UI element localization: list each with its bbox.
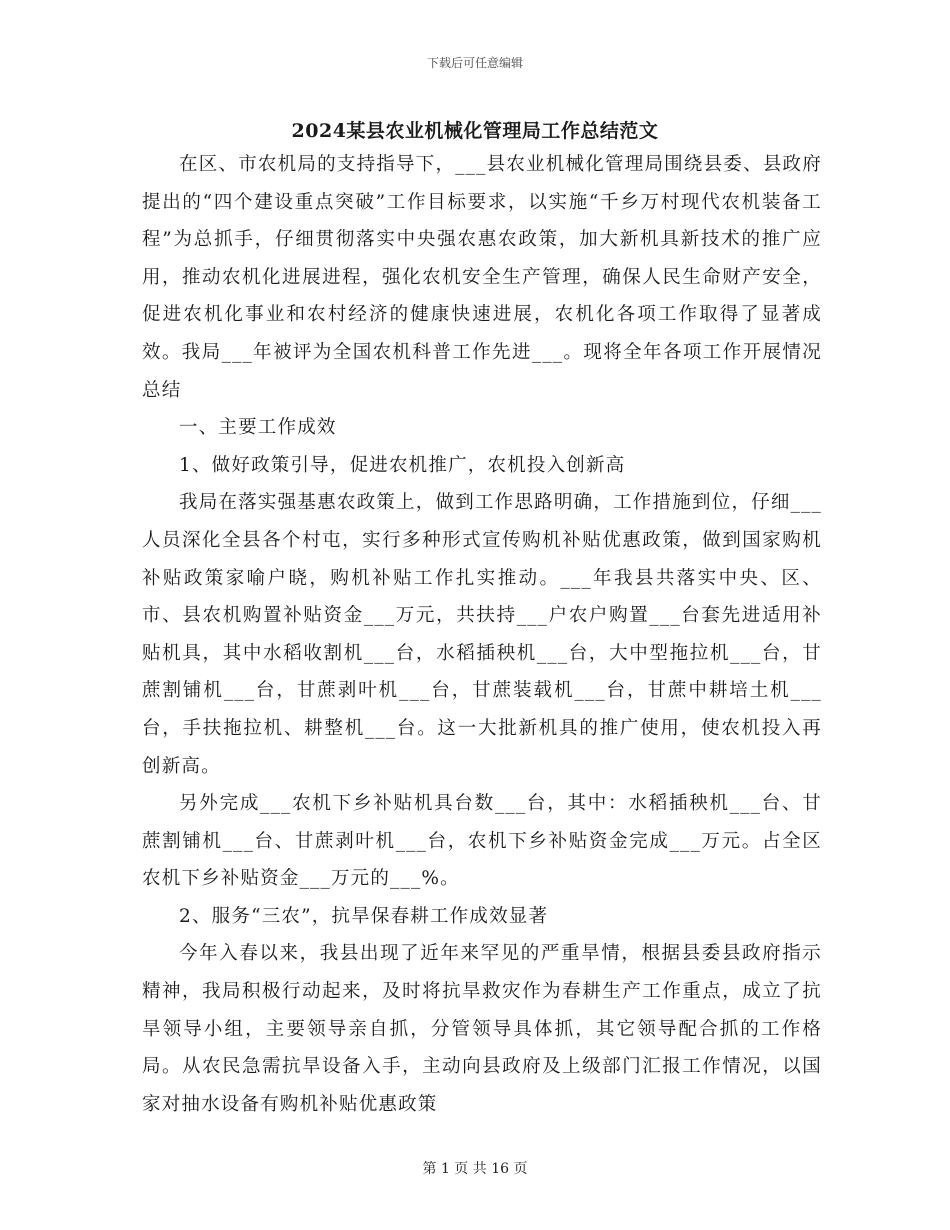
header-note: 下载后可任意编辑 [426, 56, 523, 70]
page-number: 第 1 页 共 16 页 [422, 1161, 528, 1177]
paragraph: 另外完成___农机下乡补贴机具台数___台，其中：水稻插秧机___台、甘蔗割铺机___台、甘蔗剥叶机___台，农机下乡补贴资金完成___万元。占全区农机下乡补贴资金___万元的___%。 [142, 793, 822, 890]
document-title: 2024某县农业机械化管理局工作总结范文 [291, 120, 659, 142]
paragraph: 今年入春以来，我县出现了近年来罕见的严重旱情，根据县委县政府指示精神，我局积极行动起来，及时将抗旱救灾作为春耕生产工作重点，成立了抗旱领导小组，主要领导亲自抓，分管领导具体抓，其它领导配合抓的工作格局。从农民急需抗旱设备入手，主动向县政府及上级部门汇报工作情况，以国家对抽水设备有购机补贴优惠政策 [142, 943, 822, 1115]
document-body [142, 146, 822, 1123]
subsection-heading: 1、做好政策引导，促进农机推广，农机投入创新高 [179, 454, 626, 476]
paragraph-intro: 在区、市农机局的支持指导下，___县农业机械化管理局围绕县委、县政府提出的“四个建设重点突破”工作目标要求，以实施“千乡万村现代农机装备工程”为总抓手，仔细贯彻落实中央强农惠农政策，加大新机具新技术的推广应用，推动农机化进展进程，强化农机安全生产管理，确保人民生命财产安全，促进农机化事业和农村经济的健康快速进展，农机化各项工作取得了显著成效。我局___年被评为全国农机科普工作先进___。现将全年各项工作开展情况总结 [142, 154, 822, 401]
paragraph: 我局在落实强基惠农政策上，做到工作思路明确，工作措施到位，仔细___人员深化全县各个村屯，实行多种形式宣传购机补贴优惠政策，做到国家购机补贴政策家喻户晓，购机补贴工作扎实推动。___年我县共落实中央、区、市、县农机购置补贴资金___万元，共扶持___户农户购置___台套先进适用补贴机具，其中水稻收割机___台，水稻插秧机___台，大中型拖拉机___台，甘蔗割铺机___台，甘蔗剥叶机___台，甘蔗装载机___台，甘蔗中耕培土机___台，手扶拖拉机、耕整机___台。这一大批新机具的推广使用，使农机投入再创新高。 [142, 492, 822, 777]
subsection-heading: 2、服务“三农”，抗旱保春耕工作成效显著 [179, 905, 549, 927]
section-heading: 一、主要工作成效 [179, 417, 337, 439]
